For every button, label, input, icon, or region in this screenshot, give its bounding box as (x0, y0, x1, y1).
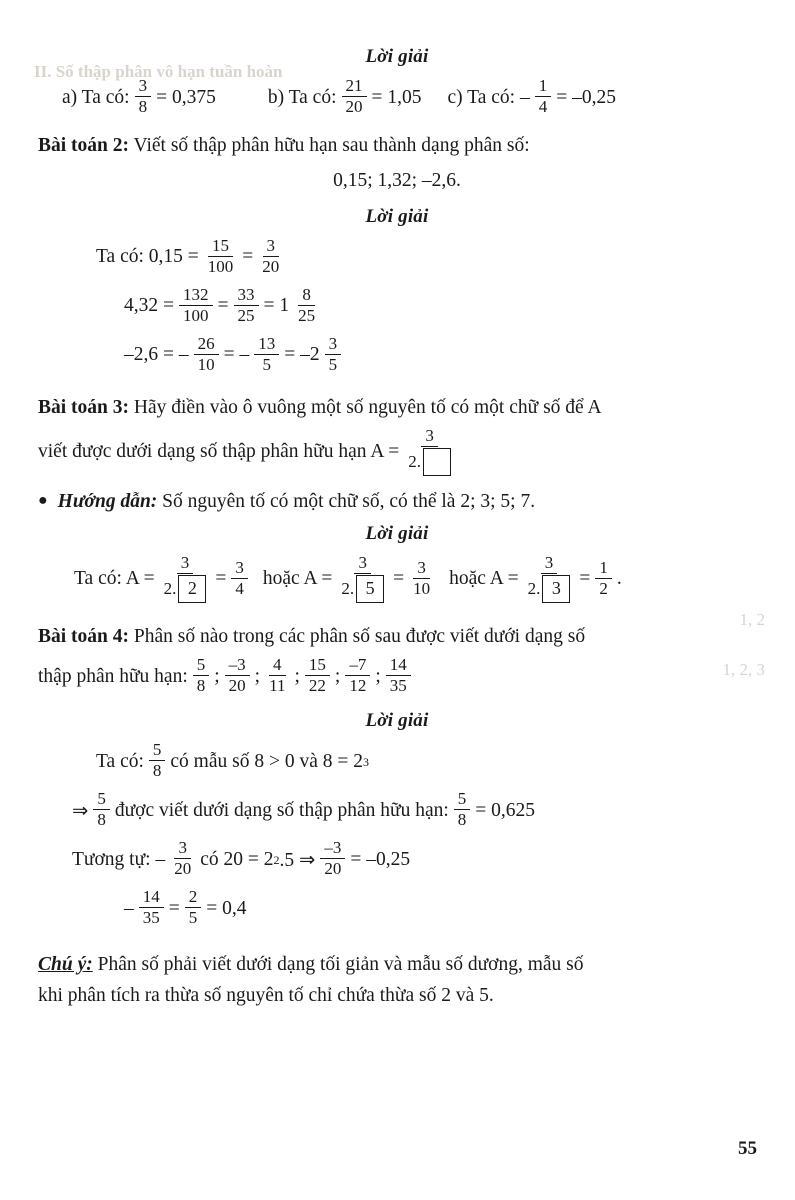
p4-s3-result: = –0,25 (350, 848, 411, 870)
p2-l1-frac-1: $\frac{15}{100}$ (207, 235, 234, 276)
p4-s3-lead: Tương tự: – (72, 848, 166, 870)
problem-4-line-2 (38, 657, 756, 696)
answer-box-2[interactable]: 5 (356, 575, 384, 603)
p3-case-1-fraction: 3 2. 2 (160, 554, 211, 603)
p2-l2-frac-3: $\frac{8}{25}$ (298, 284, 316, 325)
p4-sep-1: ; (214, 665, 220, 687)
p4-s4-result: = 0,4 (206, 897, 247, 919)
p4-sep-5: ; (375, 665, 381, 687)
p3-case-2-connector: hoặc A = (449, 568, 519, 590)
solution-heading-3: Lời giải (365, 522, 429, 544)
p3-case-3-connector: . (616, 568, 622, 590)
p4-fraction-2: $\frac{-3}{20}$ (225, 656, 250, 695)
p3-case-1-result: $\frac{3}{4}$ (231, 559, 248, 598)
p3-case-2-result: $\frac{3}{10}$ (413, 557, 431, 598)
problem-4-text-1: Phân số nào trong các phân số sau được viết dưới dạng số (133, 625, 586, 647)
answer-box-3[interactable]: 3 (542, 575, 570, 603)
solution-heading-4: Lời giải (365, 710, 429, 732)
p2-l3-frac-1: $\frac{26}{10}$ (194, 335, 219, 374)
p2-l3-frac-2: $\frac{13}{5}$ (254, 335, 279, 374)
problem-2-line-1 (96, 235, 756, 277)
p4-s4-eq: = (168, 897, 180, 919)
p3-case-3-result: $\frac{1}{2}$ (595, 559, 612, 598)
answer-box-blank[interactable] (423, 448, 451, 476)
problem-4-text-2: thập phân hữu hạn: (38, 665, 188, 687)
problem-3-line-1 (38, 393, 756, 422)
p4-s2-text: được viết dưới dạng số thập phân hữu hạn: (114, 799, 449, 821)
problem-3-den-prefix: 2. (408, 451, 421, 471)
p3-case-1-eq: = (215, 568, 227, 590)
p4-s3-mid: .5 ⇒ (279, 849, 316, 871)
p4-s4-lead: – (124, 897, 134, 919)
p4-s1-fraction: $\frac{5}{8}$ (149, 741, 166, 780)
p4-step-4 (124, 889, 756, 928)
p3-case-2-eq: = (393, 568, 405, 590)
faint-marginalia-top: II. Số thập phân vô hạn tuần hoàn (34, 62, 283, 81)
page-number: 55 (738, 1138, 757, 1159)
p2-l2-eq-2: = 1 (263, 295, 290, 317)
p4-s4-fraction-2: $\frac{2}{5}$ (185, 888, 202, 927)
p4-s3-fraction-2: $\frac{-3}{20}$ (320, 839, 345, 878)
p4-sep-3: ; (294, 665, 300, 687)
problem-2-line-3 (124, 333, 756, 375)
problem-3-text-1: Hãy điền vào ô vuông một số nguyên tố có một chữ số để A (133, 396, 602, 418)
problem-3-hint (38, 491, 756, 513)
item-a-label: a) Ta có: (62, 86, 130, 108)
item-a-fraction: $\frac{3}{8}$ (135, 77, 152, 116)
solution-heading-1: Lời giải (365, 46, 429, 67)
p2-l1-lead: Ta có: 0,15 = (96, 246, 199, 268)
p3-case-1-connector: hoặc A = (262, 568, 333, 590)
problem-2-title: Bài toán 2: (38, 135, 130, 157)
item-b-fraction: $\frac{21}{20}$ (342, 77, 367, 116)
problem-3-title: Bài toán 3: (38, 396, 130, 418)
p4-s1-text: có mẫu số 8 > 0 và 8 = 2 (170, 750, 363, 772)
p2-l2-frac-2: $\frac{33}{25}$ (234, 286, 259, 325)
faint-marginalia-right-2: 1, 2, 3 (722, 660, 765, 679)
problem-3-answer-row (74, 552, 756, 604)
problem-4-title: Bài toán 4: (38, 625, 130, 647)
p2-l3-eq-1: = – (223, 344, 250, 366)
bullet-icon: ● (38, 491, 48, 509)
p2-l1-frac-2: $\frac{3}{20}$ (262, 235, 280, 276)
p4-fraction-5: $\frac{-7}{12}$ (345, 656, 370, 695)
note-line-2: khi phân tích ra thừa số nguyên tố chỉ chứa thừa số 2 và 5. (38, 984, 494, 1006)
problem-3-line-2 (38, 425, 756, 477)
item-c-result: = –0,25 (556, 86, 616, 108)
note-block (38, 950, 756, 1010)
answer-box-1[interactable]: 2 (178, 575, 206, 603)
p4-fraction-1: $\frac{5}{8}$ (193, 656, 210, 695)
p2-l3-eq-2: = –2 (284, 344, 320, 366)
p4-s1-lead: Ta có: (96, 750, 144, 772)
item-a-result: = 0,375 (156, 86, 216, 108)
problem-2-line-2 (124, 284, 756, 326)
solution-row-abc (62, 78, 756, 117)
p2-l3-frac-3: $\frac{3}{5}$ (325, 335, 342, 374)
p4-s2-fraction-2: $\frac{5}{8}$ (454, 790, 471, 829)
problem-2 (38, 131, 756, 160)
p4-step-2 (72, 791, 756, 830)
problem-2-values: 0,15; 1,32; –2,6. (333, 170, 461, 192)
p4-s2-fraction-1: $\frac{5}{8}$ (93, 790, 110, 829)
item-b-label: b) Ta có: (267, 86, 337, 108)
p2-l1-eq: = (242, 246, 254, 268)
solution-heading-2: Lời giải (365, 205, 429, 227)
p2-l2-frac-1: $\frac{132}{100}$ (179, 286, 213, 325)
p4-s3-fraction-1: $\frac{3}{20}$ (174, 838, 192, 879)
hint-label: Hướng dẫn: (57, 490, 158, 512)
page-content (38, 46, 756, 1011)
problem-3-fraction: $\frac{3}{2.}$ (404, 427, 455, 476)
p4-s2-result: = 0,625 (475, 799, 536, 821)
p2-l2-lead: 4,32 = (124, 295, 174, 317)
problem-4-line-1 (38, 622, 756, 651)
item-c-fraction: $\frac{1}{4}$ (535, 77, 552, 116)
item-b-result: = 1,05 (371, 86, 422, 108)
p4-s4-fraction-1: $\frac{14}{35}$ (139, 888, 164, 927)
p3-case-2-fraction: 3 2. 5 (337, 554, 388, 603)
p4-sep-4: ; (334, 665, 341, 687)
p4-step-1: Ta có: $\frac{5}{8}$ có mẫu số 8 > 0 và 8 = 2 3 (96, 740, 369, 781)
faint-marginalia-right-1: 1, 2 (739, 610, 765, 629)
problem-3-text-2: viết được dưới dạng số thập phân hữu hạn A = (38, 441, 400, 463)
note-label: Chú ý: (38, 954, 93, 976)
p3-answer-lead: Ta có: A = (74, 568, 155, 590)
p4-s3-text: có 20 = 2 (200, 848, 274, 870)
p4-sep-2: ; (254, 665, 261, 687)
p3-case-3-eq: = (579, 568, 591, 590)
item-c-label: c) Ta có: – (447, 86, 530, 108)
p4-fraction-4: $\frac{15}{22}$ (305, 656, 330, 695)
p4-s2-lead: ⇒ (72, 800, 89, 822)
p4-fraction-6: $\frac{14}{35}$ (386, 656, 411, 695)
hint-text: Số nguyên tố có một chữ số, có thể là 2; 3; 5; 7. (162, 490, 536, 512)
p3-case-3-fraction: 3 2. 3 (524, 554, 575, 603)
p4-fraction-3: $\frac{4}{11}$ (269, 655, 286, 696)
problem-2-text: Viết số thập phân hữu hạn sau thành dạng phân số: (133, 135, 530, 157)
note-line-1: Phân số phải viết dưới dạng tối giản và mẫu số dương, mẫu số (97, 954, 584, 976)
p2-l2-eq-1: = (217, 295, 229, 317)
p2-l3-lead: –2,6 = – (124, 344, 189, 366)
p4-step-3: Tương tự: – $\frac{3}{20}$ có 20 = 2 2 .5 ⇒ $\frac{-3}{20}$ = –0,25 (72, 838, 411, 879)
